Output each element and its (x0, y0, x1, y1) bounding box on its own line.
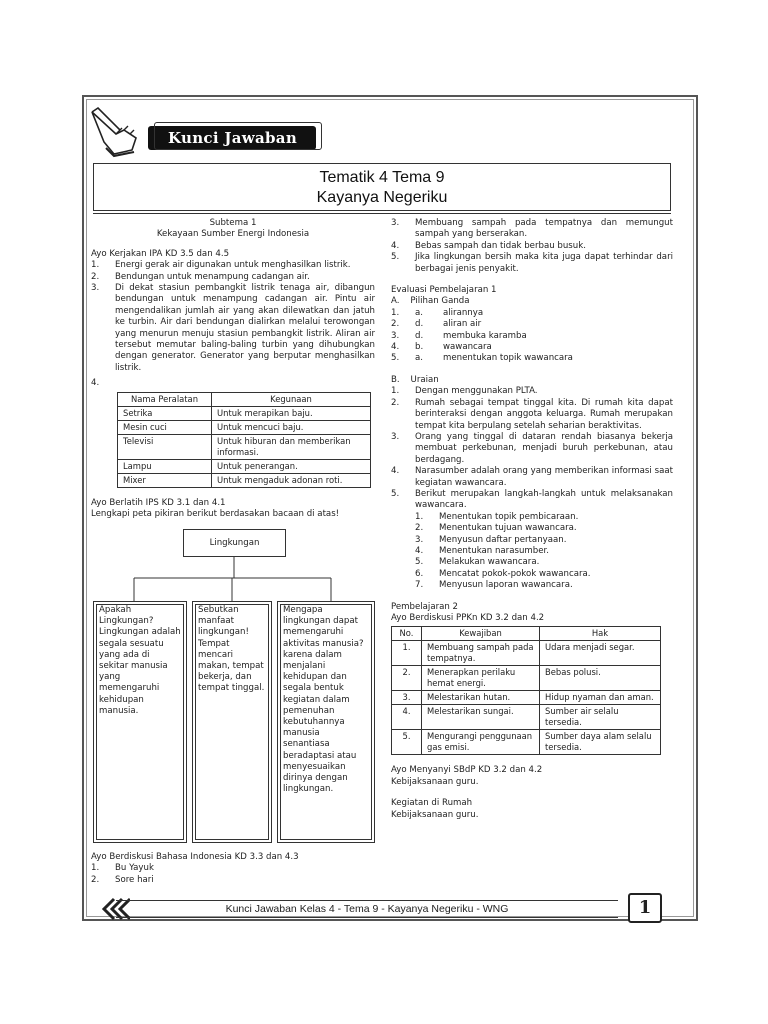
ppkn-table (391, 626, 661, 755)
list-item: 4. Menentukan narasumber. (415, 545, 549, 556)
list-item: 4. b. wawancara (391, 342, 492, 353)
list-item: 1. Bu Yayuk (91, 863, 154, 874)
subtema-title: Kekayaan Sumber Energi Indonesia (156, 229, 310, 240)
right-column (391, 218, 673, 821)
list-item: 3. Orang yang tinggal di dataran rendah biasanya bekerja membuat perkebunan, menjadi buruh perkebunan, atau berdagang. (391, 431, 673, 465)
ips-instruction: Lengkapi peta pikiran berikut berdasakan bacaan di atas! (91, 509, 340, 520)
list-item: 2. d. aliran air (391, 319, 482, 330)
list-item: 5. a. menentukan topik wawancara (391, 353, 573, 364)
table-header-row: Nama Peralatan Kegunaan (118, 392, 371, 406)
sbdp-text: Kebijaksanaan guru. (391, 776, 479, 787)
mindmap-root: Lingkungan (183, 529, 286, 557)
title-line2: Kayanya Negeriku (316, 189, 448, 206)
list-item: 2. Menentukan tujuan wawancara. (415, 523, 577, 534)
subtema-label: Subtema 1 (209, 218, 257, 228)
footer-text: Kunci Jawaban Kelas 4 - Tema 9 - Kayanya Negeriku - WNG (116, 900, 618, 918)
ips-heading: Ayo Berlatih IPS KD 3.1 dan 4.1 (91, 497, 226, 508)
mindmap-box-2: Sebutkan manfaat lingkungan! Tempat mencari makan, tempat bekerja, dan tempat tinggal. (192, 601, 272, 843)
title-line1: Tematik 4 Tema 9 (319, 169, 445, 186)
bi-heading: Ayo Berdiskusi Bahasa Indonesia KD 3.3 dan 4.3 (91, 852, 299, 862)
list-item: 3. Menyusun daftar pertanyaan. (415, 534, 567, 545)
list-item: 5. Melakukan wawancara. (415, 557, 540, 568)
table-row: 1. Membuang sampah pada tempatnya. Udara menjadi segar. (392, 641, 661, 666)
steps-list (391, 512, 673, 592)
pg-heading: A. Pilihan Ganda (391, 296, 470, 307)
list-item: 4. Bebas sampah dan tidak berbau busuk. (391, 240, 586, 251)
list-item: 3. Membuang sampah pada tempatnya dan memungut sampah yang berserakan. (391, 218, 673, 240)
bi-section (91, 852, 375, 886)
table-row: Televisi Untuk hiburan dan memberikan informasi. (118, 434, 371, 459)
list-item: 2. Rumah sebagai tempat tinggal kita. Di rumah kita dapat berinteraksi dengan anggota keluarga. Rumah merupakan tempat kita berpulang setelah seharian beraktivitas. (391, 397, 673, 431)
list-item: 1. Energi gerak air digunakan untuk menghasilkan listrik. (91, 260, 351, 271)
page-number: 1 (628, 893, 662, 923)
table-header-row: No. Kewajiban Hak (392, 627, 661, 641)
table-row: Mesin cuci Untuk mencuci baju. (118, 420, 371, 434)
rumah-text: Kebijaksanaan guru. (391, 809, 479, 820)
mindmap-box-1: Apakah Lingkungan? Lingkungan adalah segala sesuatu yang ada di sekitar manusia yang memengaruhi kehidupan manusia. (93, 601, 187, 843)
list-item: 5. Berikut merupakan langkah-langkah untuk melaksanakan wawancara. (391, 488, 673, 511)
list-item: 6. Mencatat pokok-pokok wawancara. (415, 568, 591, 579)
table-row: Setrika Untuk merapikan baju. (118, 406, 371, 420)
eval-heading: Evaluasi Pembelajaran 1 (391, 285, 497, 296)
list-item: 3. d. membuka karamba (391, 330, 527, 341)
list-item: 7. Menyusun laporan wawancara. (415, 580, 573, 591)
table-row: 4. Melestarikan sungai. Sumber air selalu tersedia. (392, 705, 661, 730)
table-row: Mixer Untuk mengaduk adonan roti. (118, 473, 371, 487)
table-row: 3. Melestarikan hutan. Hidup nyaman dan aman. (392, 691, 661, 705)
pembelajaran-2-heading: Pembelajaran 2 (391, 601, 459, 612)
table-row: 2. Menerapkan perilaku hemat energi. Bebas polusi. (392, 666, 661, 691)
mindmap-box-3: Mengapa lingkungan dapat memengaruhi aktivitas manusia? karena dalam menjalani kehidupan dan segala bentuk kegiatan dalam pemenuhan kebutuhannya manusia senantiasa beradaptasi atau menyesuaikan dirinya dengan lingkungan. (277, 601, 375, 843)
table-row: 5. Mengurangi penggunaan gas emisi. Sumber daya alam selalu tersedia. (392, 730, 661, 755)
list-item: 2. Bendungan untuk menampung cadangan air. (91, 271, 310, 282)
rumah-heading: Kegiatan di Rumah (391, 798, 473, 809)
list-item: 1. a. alirannya (391, 307, 484, 318)
list-item: 3. Di dekat stasiun pembangkit listrik tenaga air, dibangun bendungan untuk menampung cadangan air. Pintu air mengendalikan jumlah air yang akan dilewatkan dan jatuh ke turbin. Air dari bendungan dialirkan melalui terowongan yang menurun menuju stasiun pembangkit listrik. Aliran air tersebut memutar baling-baling turbin yang dihubungkan dengan generator. Generator yang berputar menghasilkan listrik. (91, 283, 375, 373)
list-item: 4. (91, 378, 100, 389)
list-item: 1. Menentukan topik pembicaraan. (415, 511, 579, 522)
uraian-heading: B. Uraian (391, 374, 439, 385)
header-title: Kunci Jawaban (168, 129, 298, 147)
list-item: 4. Narasumber adalah orang yang memberikan informasi saat kegiatan wawancara. (391, 466, 673, 488)
ppkn-heading: Ayo Berdiskusi PPKn KD 3.2 dan 4.2 (391, 613, 545, 623)
table-row: Lampu Untuk penerangan. (118, 459, 371, 473)
ipa-heading: Ayo Kerjakan IPA KD 3.5 dan 4.5 (91, 248, 230, 259)
list-item: 1. Dengan menggunakan PLTA. (391, 386, 538, 397)
list-item: 2. Sore hari (91, 874, 154, 885)
sbdp-heading: Ayo Menyanyi SBdP KD 3.2 dan 4.2 (391, 765, 543, 776)
list-item: 5. Jika lingkungan bersih maka kita juga dapat terhindar dari berbagai jenis penyakit. (391, 252, 673, 274)
